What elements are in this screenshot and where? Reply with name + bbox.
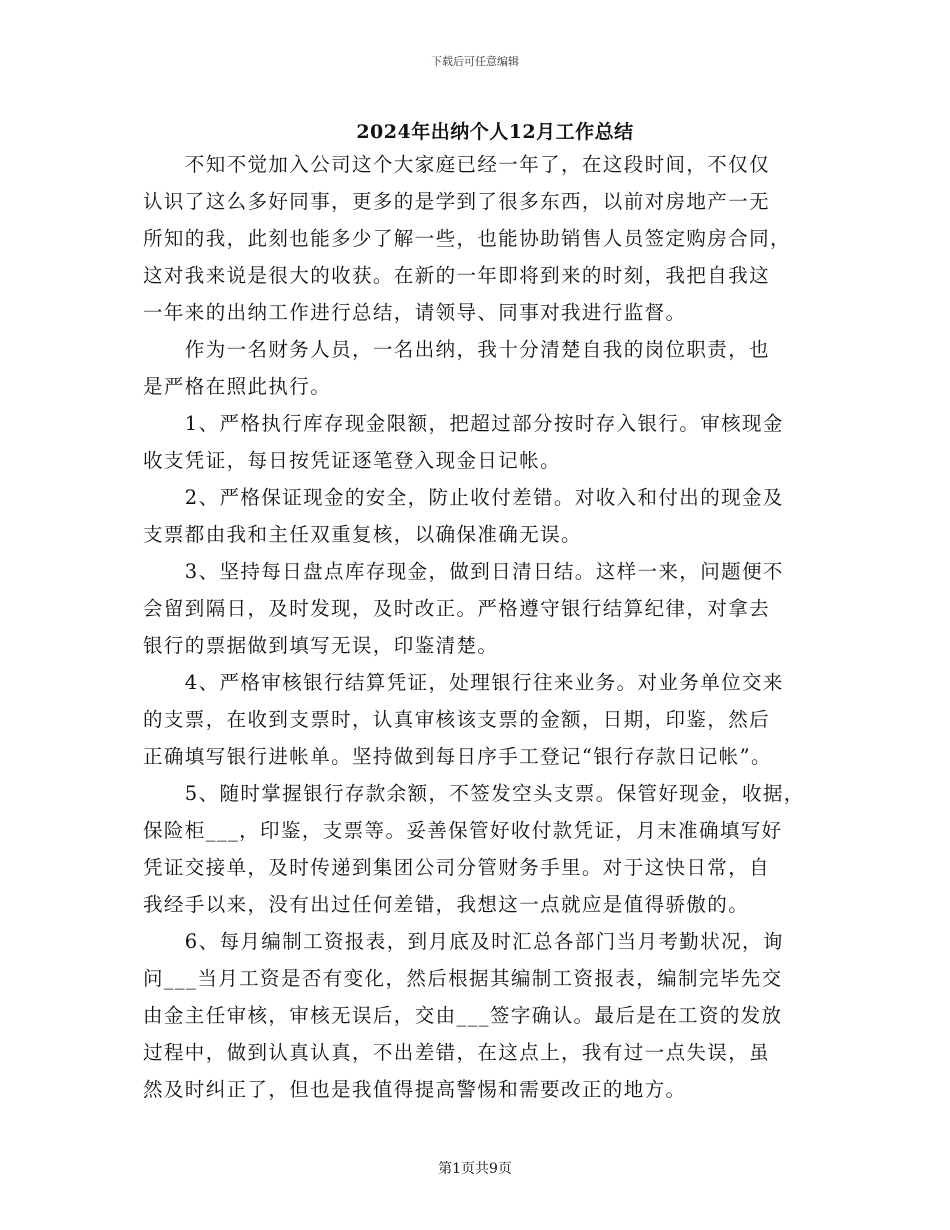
- text-line: 会留到隔日，及时发现，及时改正。严格遵守银行结算纪律，对拿去: [143, 597, 771, 620]
- text-line: 然及时纠正了，但也是我值得提高警惕和需要改正的地方。: [143, 1078, 687, 1101]
- text-line: 收支凭证，每日按凭证逐笔登入现金日记帐。: [143, 449, 562, 472]
- text-line: 问___当月工资是否有变化，然后根据其编制工资报表，编制完毕先交: [143, 967, 783, 990]
- document-title: 2024年出纳个人12月工作总结: [356, 121, 634, 143]
- text-line: 支票都由我和主任双重复核，以确保准确无误。: [143, 523, 582, 546]
- text-line: 作为一名财务人员，一名出纳，我十分清楚自我的岗位职责，也: [143, 338, 771, 361]
- text-line: 保险柜___，印鉴，支票等。妥善保管好收付款凭证，月末准确填写好: [143, 819, 783, 842]
- text-line: 认识了这么多好同事，更多的是学到了很多东西，以前对房地产一无: [143, 190, 771, 213]
- text-line: 4、严格审核银行结算凭证，处理银行往来业务。对业务单位交来: [143, 671, 784, 694]
- text-line: 我经手以来，没有出过任何差错，我想这一点就应是值得骄傲的。: [143, 893, 750, 916]
- text-line: 这对我来说是很大的收获。在新的一年即将到来的时刻，我把自我这: [143, 264, 771, 287]
- text-line: 1、严格执行库存现金限额，把超过部分按时存入银行。审核现金: [143, 412, 784, 435]
- text-line: 由金主任审核，审核无误后，交由___签字确认。最后是在工资的发放: [143, 1004, 783, 1027]
- text-line: 是严格在照此执行。: [143, 375, 332, 398]
- text-line: 3、坚持每日盘点库存现金，做到日清日结。这样一来，问题便不: [143, 560, 784, 583]
- text-line: 银行的票据做到填写无误，印鉴清楚。: [143, 634, 499, 657]
- text-line: 5、随时掌握银行存款余额，不签发空头支票。保管好现金，收据，: [143, 782, 805, 805]
- text-line: 的支票，在收到支票时，认真审核该支票的金额，日期，印鉴，然后: [143, 708, 771, 731]
- text-line: 不知不觉加入公司这个大家庭已经一年了，在这段时间，不仅仅: [143, 153, 771, 176]
- text-line: 正确填写银行进帐单。坚持做到每日序手工登记“银行存款日记帐”。: [143, 745, 772, 768]
- page-footer: 第1页共9页: [438, 1161, 512, 1177]
- text-line: 6、每月编制工资报表，到月底及时汇总各部门当月考勤状况，询: [143, 930, 784, 953]
- document-body: [143, 146, 815, 1108]
- text-line: 2、严格保证现金的安全，防止收付差错。对收入和付出的现金及: [143, 486, 784, 509]
- text-line: 所知的我，此刻也能多少了解一些，也能协助销售人员签定购房合同，: [143, 227, 791, 250]
- text-line: 凭证交接单，及时传递到集团公司分管财务手里。对于这快日常，自: [143, 856, 771, 879]
- text-line: 过程中，做到认真认真，不出差错，在这点上，我有过一点失误，虽: [143, 1041, 771, 1064]
- page-header: 下载后可任意编辑: [431, 55, 519, 68]
- text-line: 一年来的出纳工作进行总结，请领导、同事对我进行监督。: [143, 301, 687, 324]
